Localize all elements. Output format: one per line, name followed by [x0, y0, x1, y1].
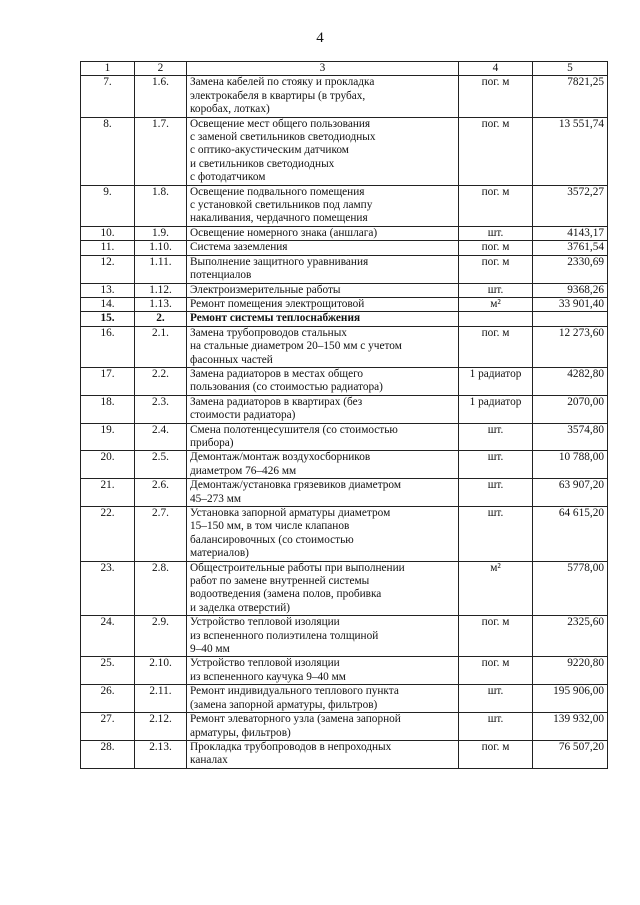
- table-row: [81, 685, 608, 713]
- cost-cell: 63 907,20: [533, 479, 608, 507]
- row-code-cell: 1.12.: [135, 283, 187, 297]
- cost-cell: 9368,26: [533, 283, 608, 297]
- cost-cell: 4282,80: [533, 367, 608, 395]
- table-row: [81, 241, 608, 255]
- table-row: [81, 367, 608, 395]
- work-name-cell: Ремонт системы теплоснабжения: [187, 312, 459, 326]
- column-header: 1: [81, 62, 135, 76]
- row-number-cell: 8.: [81, 117, 135, 185]
- work-name-cell: Устройство тепловой изоляции из вспененного полиэтилена толщиной 9–40 мм: [187, 616, 459, 657]
- table-section-row: [81, 312, 608, 326]
- unit-cell: пог. м: [459, 657, 533, 685]
- table-header-row: [81, 62, 608, 76]
- row-number-cell: 12.: [81, 255, 135, 283]
- unit-cell: пог. м: [459, 185, 533, 226]
- table-row: [81, 740, 608, 768]
- row-code-cell: 2.10.: [135, 657, 187, 685]
- table-row: [81, 283, 608, 297]
- row-code-cell: 2.: [135, 312, 187, 326]
- work-name-cell: Смена полотенцесушителя (со стоимостью прибора): [187, 423, 459, 451]
- cost-cell: 13 551,74: [533, 117, 608, 185]
- row-number-cell: 22.: [81, 507, 135, 562]
- unit-cell: пог. м: [459, 241, 533, 255]
- row-number-cell: 27.: [81, 713, 135, 741]
- row-code-cell: 2.4.: [135, 423, 187, 451]
- work-name-cell: Устройство тепловой изоляции из вспененного каучука 9–40 мм: [187, 657, 459, 685]
- unit-cell: шт.: [459, 283, 533, 297]
- cost-cell: 76 507,20: [533, 740, 608, 768]
- row-number-cell: 24.: [81, 616, 135, 657]
- table-row: [81, 226, 608, 240]
- row-number-cell: 18.: [81, 395, 135, 423]
- row-code-cell: 2.6.: [135, 479, 187, 507]
- unit-cell: шт.: [459, 479, 533, 507]
- work-name-cell: Общестроительные работы при выполнении работ по замене внутренней системы водоотведения (замена полов, пробивка и заделка отверстий): [187, 561, 459, 616]
- cost-cell: 195 906,00: [533, 685, 608, 713]
- row-code-cell: 1.11.: [135, 255, 187, 283]
- work-name-cell: Демонтаж/монтаж воздухосборников диаметром 76–426 мм: [187, 451, 459, 479]
- table-row: [81, 479, 608, 507]
- work-name-cell: Выполнение защитного уравнивания потенциалов: [187, 255, 459, 283]
- cost-cell: 2325,60: [533, 616, 608, 657]
- unit-cell: пог. м: [459, 740, 533, 768]
- column-header: 4: [459, 62, 533, 76]
- row-number-cell: 17.: [81, 367, 135, 395]
- work-name-cell: Демонтаж/установка грязевиков диаметром 45–273 мм: [187, 479, 459, 507]
- row-code-cell: 2.2.: [135, 367, 187, 395]
- row-code-cell: 2.8.: [135, 561, 187, 616]
- row-number-cell: 13.: [81, 283, 135, 297]
- cost-cell: 12 273,60: [533, 326, 608, 367]
- row-code-cell: 1.8.: [135, 185, 187, 226]
- work-name-cell: Освещение мест общего пользования с заменой светильников светодиодных с оптико-акустическим датчиком и светильников светодиодных с фотодатчиком: [187, 117, 459, 185]
- table-row: [81, 395, 608, 423]
- row-number-cell: 7.: [81, 76, 135, 117]
- unit-cell: [459, 312, 533, 326]
- work-name-cell: Ремонт помещения электрощитовой: [187, 297, 459, 311]
- unit-cell: 1 радиатор: [459, 395, 533, 423]
- table-row: [81, 451, 608, 479]
- row-number-cell: 26.: [81, 685, 135, 713]
- cost-cell: 9220,80: [533, 657, 608, 685]
- row-number-cell: 21.: [81, 479, 135, 507]
- table-row: [81, 185, 608, 226]
- work-name-cell: Замена радиаторов в квартирах (без стоимости радиатора): [187, 395, 459, 423]
- row-number-cell: 23.: [81, 561, 135, 616]
- table-row: [81, 326, 608, 367]
- cost-cell: 4143,17: [533, 226, 608, 240]
- work-name-cell: Освещение подвального помещения с установкой светильников под лампу накаливания, чердачного помещения: [187, 185, 459, 226]
- work-name-cell: Система заземления: [187, 241, 459, 255]
- row-code-cell: 1.9.: [135, 226, 187, 240]
- cost-cell: 33 901,40: [533, 297, 608, 311]
- cost-cell: 2330,69: [533, 255, 608, 283]
- row-number-cell: 16.: [81, 326, 135, 367]
- table-row: [81, 423, 608, 451]
- cost-cell: 2070,00: [533, 395, 608, 423]
- row-code-cell: 2.11.: [135, 685, 187, 713]
- unit-cell: шт.: [459, 685, 533, 713]
- row-number-cell: 20.: [81, 451, 135, 479]
- unit-cell: пог. м: [459, 616, 533, 657]
- unit-cell: шт.: [459, 423, 533, 451]
- row-code-cell: 1.13.: [135, 297, 187, 311]
- unit-cell: м²: [459, 297, 533, 311]
- row-code-cell: 2.7.: [135, 507, 187, 562]
- unit-cell: шт.: [459, 713, 533, 741]
- work-name-cell: Замена трубопроводов стальных на стальные диаметром 20–150 мм с учетом фасонных частей: [187, 326, 459, 367]
- row-code-cell: 2.3.: [135, 395, 187, 423]
- row-code-cell: 1.6.: [135, 76, 187, 117]
- cost-cell: [533, 312, 608, 326]
- cost-cell: 139 932,00: [533, 713, 608, 741]
- unit-cell: шт.: [459, 451, 533, 479]
- unit-cell: пог. м: [459, 76, 533, 117]
- column-header: 2: [135, 62, 187, 76]
- table-row: [81, 561, 608, 616]
- work-name-cell: Замена кабелей по стояку и прокладка электрокабеля в квартиры (в трубах, коробах, лотках): [187, 76, 459, 117]
- cost-cell: 3572,27: [533, 185, 608, 226]
- row-code-cell: 2.13.: [135, 740, 187, 768]
- unit-cell: шт.: [459, 226, 533, 240]
- cost-cell: 7821,25: [533, 76, 608, 117]
- work-name-cell: Ремонт элеваторного узла (замена запорной арматуры, фильтров): [187, 713, 459, 741]
- row-code-cell: 2.5.: [135, 451, 187, 479]
- row-number-cell: 10.: [81, 226, 135, 240]
- table-row: [81, 657, 608, 685]
- cost-cell: 3574,80: [533, 423, 608, 451]
- table-row: [81, 76, 608, 117]
- unit-cell: пог. м: [459, 255, 533, 283]
- cost-cell: 64 615,20: [533, 507, 608, 562]
- table-row: [81, 117, 608, 185]
- table-row: [81, 507, 608, 562]
- row-number-cell: 28.: [81, 740, 135, 768]
- work-name-cell: Ремонт индивидуального теплового пункта (замена запорной арматуры, фильтров): [187, 685, 459, 713]
- cost-cell: 10 788,00: [533, 451, 608, 479]
- row-number-cell: 11.: [81, 241, 135, 255]
- unit-cell: пог. м: [459, 117, 533, 185]
- cost-cell: 3761,54: [533, 241, 608, 255]
- cost-cell: 5778,00: [533, 561, 608, 616]
- row-code-cell: 1.7.: [135, 117, 187, 185]
- work-name-cell: Освещение номерного знака (аншлага): [187, 226, 459, 240]
- row-number-cell: 25.: [81, 657, 135, 685]
- row-number-cell: 19.: [81, 423, 135, 451]
- work-cost-table: [80, 61, 608, 769]
- table-row: [81, 616, 608, 657]
- unit-cell: 1 радиатор: [459, 367, 533, 395]
- row-code-cell: 1.10.: [135, 241, 187, 255]
- work-name-cell: Прокладка трубопроводов в непроходных каналах: [187, 740, 459, 768]
- row-number-cell: 14.: [81, 297, 135, 311]
- table-row: [81, 297, 608, 311]
- row-code-cell: 2.12.: [135, 713, 187, 741]
- unit-cell: м²: [459, 561, 533, 616]
- row-code-cell: 2.1.: [135, 326, 187, 367]
- row-code-cell: 2.9.: [135, 616, 187, 657]
- table-row: [81, 255, 608, 283]
- unit-cell: пог. м: [459, 326, 533, 367]
- work-name-cell: Замена радиаторов в местах общего пользования (со стоимостью радиатора): [187, 367, 459, 395]
- unit-cell: шт.: [459, 507, 533, 562]
- column-header: 5: [533, 62, 608, 76]
- work-name-cell: Установка запорной арматуры диаметром 15–150 мм, в том числе клапанов балансировочных (со стоимостью материалов): [187, 507, 459, 562]
- page-number: 4: [316, 30, 324, 46]
- row-number-cell: 15.: [81, 312, 135, 326]
- table-row: [81, 713, 608, 741]
- row-number-cell: 9.: [81, 185, 135, 226]
- work-name-cell: Электроизмерительные работы: [187, 283, 459, 297]
- column-header: 3: [187, 62, 459, 76]
